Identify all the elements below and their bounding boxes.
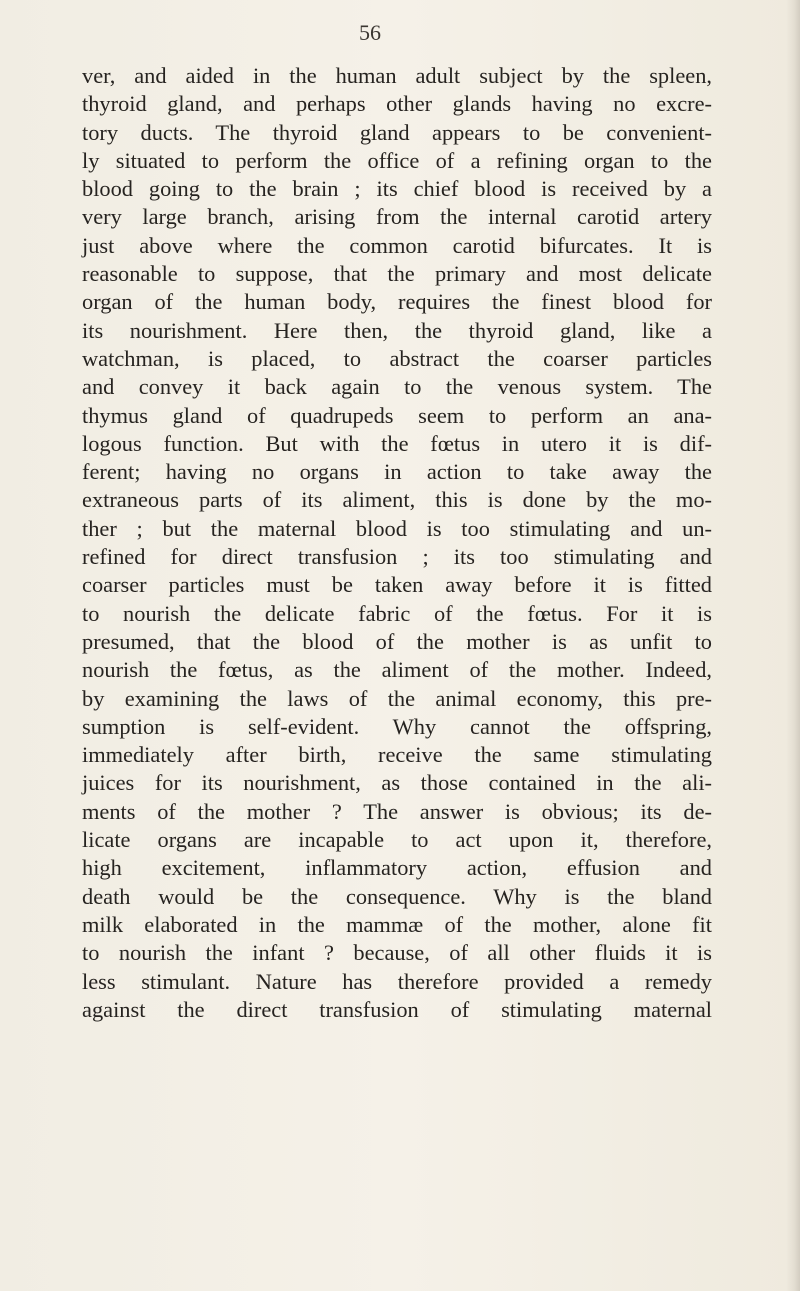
text-line: milk elaborated in the mammæ of the mother, alone fit	[82, 911, 712, 937]
text-line: licate organs are incapable to act upon it, therefore,	[82, 827, 712, 853]
page-edge-shadow	[786, 0, 800, 1291]
text-line: presumed, that the blood of the mother is as unfit to	[82, 628, 712, 654]
text-line: to nourish the delicate fabric of the fœtus. For it is	[82, 600, 712, 626]
text-line: ments of the mother ? The answer is obvious; its de-	[82, 798, 712, 824]
text-line: juices for its nourishment, as those contained in the ali-	[82, 770, 712, 796]
text-line: death would be the consequence. Why is the bland	[82, 883, 712, 909]
text-line: reasonable to suppose, that the primary and most delicate	[82, 261, 712, 287]
text-line: logous function. But with the fœtus in utero it is dif-	[82, 430, 712, 456]
text-line: and convey it back again to the venous system. The	[82, 374, 712, 400]
text-line: its nourishment. Here then, the thyroid gland, like a	[82, 317, 712, 343]
text-line: high excitement, inflammatory action, effusion and	[82, 855, 712, 881]
text-line: thymus gland of quadrupeds seem to perform an ana-	[82, 402, 712, 428]
page-number: 56	[359, 20, 381, 45]
text-line: thyroid gland, and perhaps other glands having no excre-	[82, 91, 712, 117]
text-line: sumption is self-evident. Why cannot the offspring,	[82, 713, 712, 739]
text-line: nourish the fœtus, as the aliment of the mother. Indeed,	[82, 657, 712, 683]
text-line: to nourish the infant ? because, of all other fluids it is	[82, 940, 712, 966]
body-text	[82, 62, 712, 1024]
text-line: extraneous parts of its aliment, this is done by the mo-	[82, 487, 712, 513]
text-line: ly situated to perform the office of a refining organ to the	[82, 147, 712, 173]
text-line: less stimulant. Nature has therefore provided a remedy	[82, 968, 712, 994]
text-line: very large branch, arising from the internal carotid artery	[82, 204, 712, 230]
text-line: ver, and aided in the human adult subject by the spleen,	[82, 63, 712, 88]
text-line: just above where the common carotid bifurcates. It is	[82, 232, 712, 258]
text-line: tory ducts. The thyroid gland appears to be convenient-	[82, 119, 712, 145]
text-line: watchman, is placed, to abstract the coarser particles	[82, 345, 712, 371]
text-line: refined for direct transfusion ; its too stimulating and	[82, 544, 712, 570]
text-line: against the direct transfusion of stimulating maternal	[82, 996, 712, 1022]
text-line: blood going to the brain ; its chief blood is received by a	[82, 176, 712, 202]
text-line: ther ; but the maternal blood is too stimulating and un-	[82, 515, 712, 541]
text-line: by examining the laws of the animal economy, this pre-	[82, 685, 712, 711]
text-line: coarser particles must be taken away before it is fitted	[82, 572, 712, 598]
text-line: organ of the human body, requires the finest blood for	[82, 289, 712, 315]
text-line: immediately after birth, receive the same stimulating	[82, 742, 712, 768]
text-line: ferent; having no organs in action to take away the	[82, 459, 712, 485]
